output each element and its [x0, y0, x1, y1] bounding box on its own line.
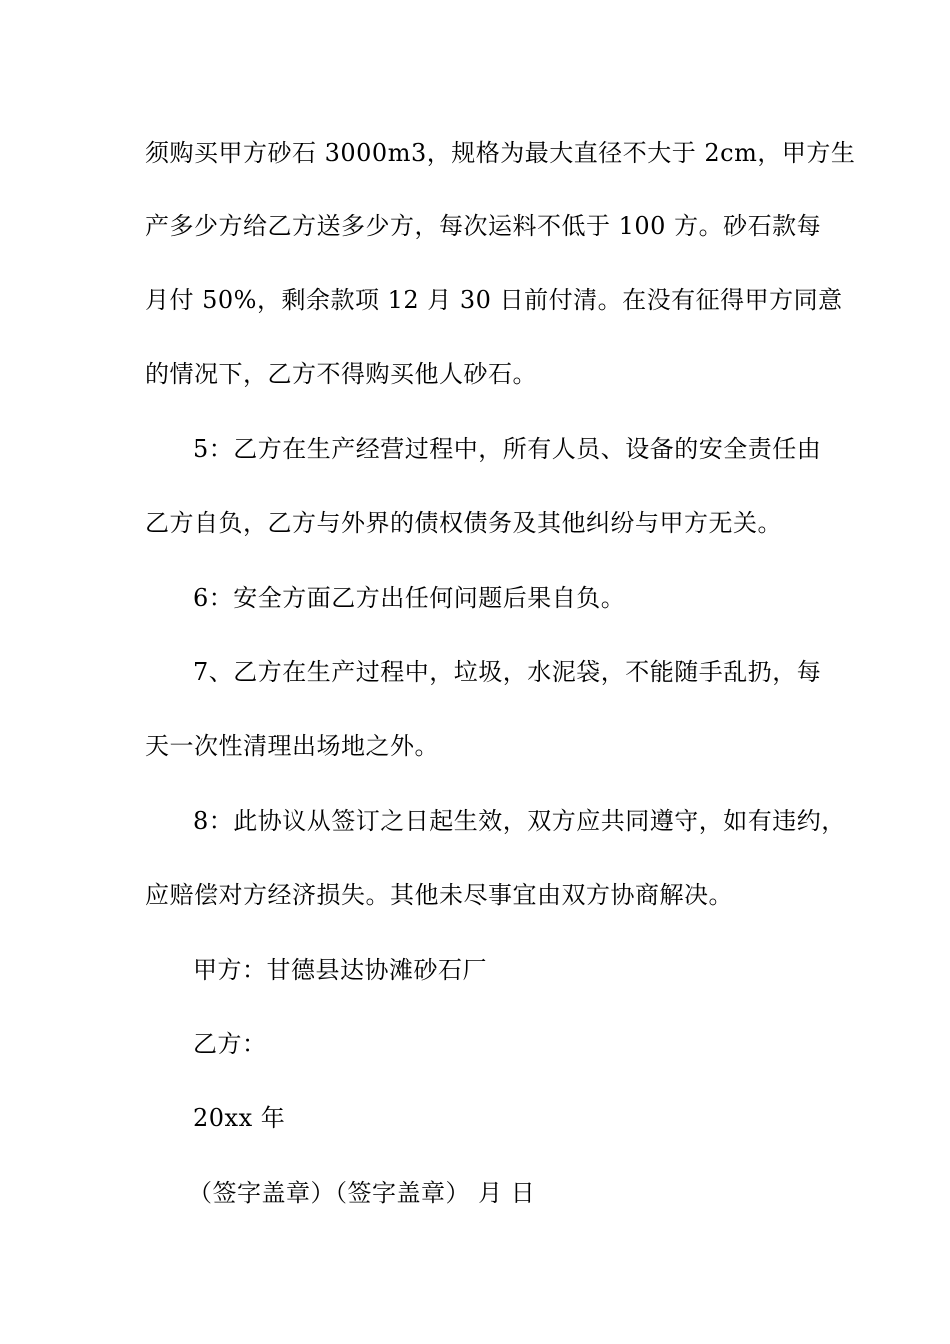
party-b-line: 乙方：: [193, 1030, 267, 1058]
paragraph-line: 应赔偿对方经济损失。其他未尽事宜由双方协商解决。: [145, 881, 733, 909]
paragraph-line: 月付 50%，剩余款项 12 月 30 日前付清。在没有征得甲方同意: [145, 286, 843, 314]
clause-5-line: 5：乙方在生产经营过程中，所有人员、设备的安全责任由: [193, 435, 822, 463]
paragraph-line: 产多少方给乙方送多少方，每次运料不低于 100 方。砂石款每: [145, 212, 822, 240]
paragraph-line: 的情况下，乙方不得购买他人砂石。: [145, 360, 537, 388]
signature-line: （签字盖章）（签字盖章） 月 日: [188, 1179, 536, 1207]
clause-8-line: 8：此协议从签订之日起生效，双方应共同遵守，如有违约，: [193, 807, 846, 835]
paragraph-line: 天一次性清理出场地之外。: [145, 732, 439, 760]
paragraph-line: 乙方自负，乙方与外界的债权债务及其他纠纷与甲方无关。: [145, 509, 782, 537]
date-year-line: 20xx 年: [193, 1104, 286, 1132]
party-a-line: 甲方：甘德县达协滩砂石厂: [193, 956, 487, 984]
clause-6-line: 6：安全方面乙方出任何问题后果自负。: [193, 584, 626, 612]
clause-7-line: 7、乙方在生产过程中，垃圾，水泥袋，不能随手乱扔，每: [193, 658, 822, 686]
paragraph-line: 须购买甲方砂石 3000m3，规格为最大直径不大于 2cm，甲方生: [145, 139, 856, 167]
